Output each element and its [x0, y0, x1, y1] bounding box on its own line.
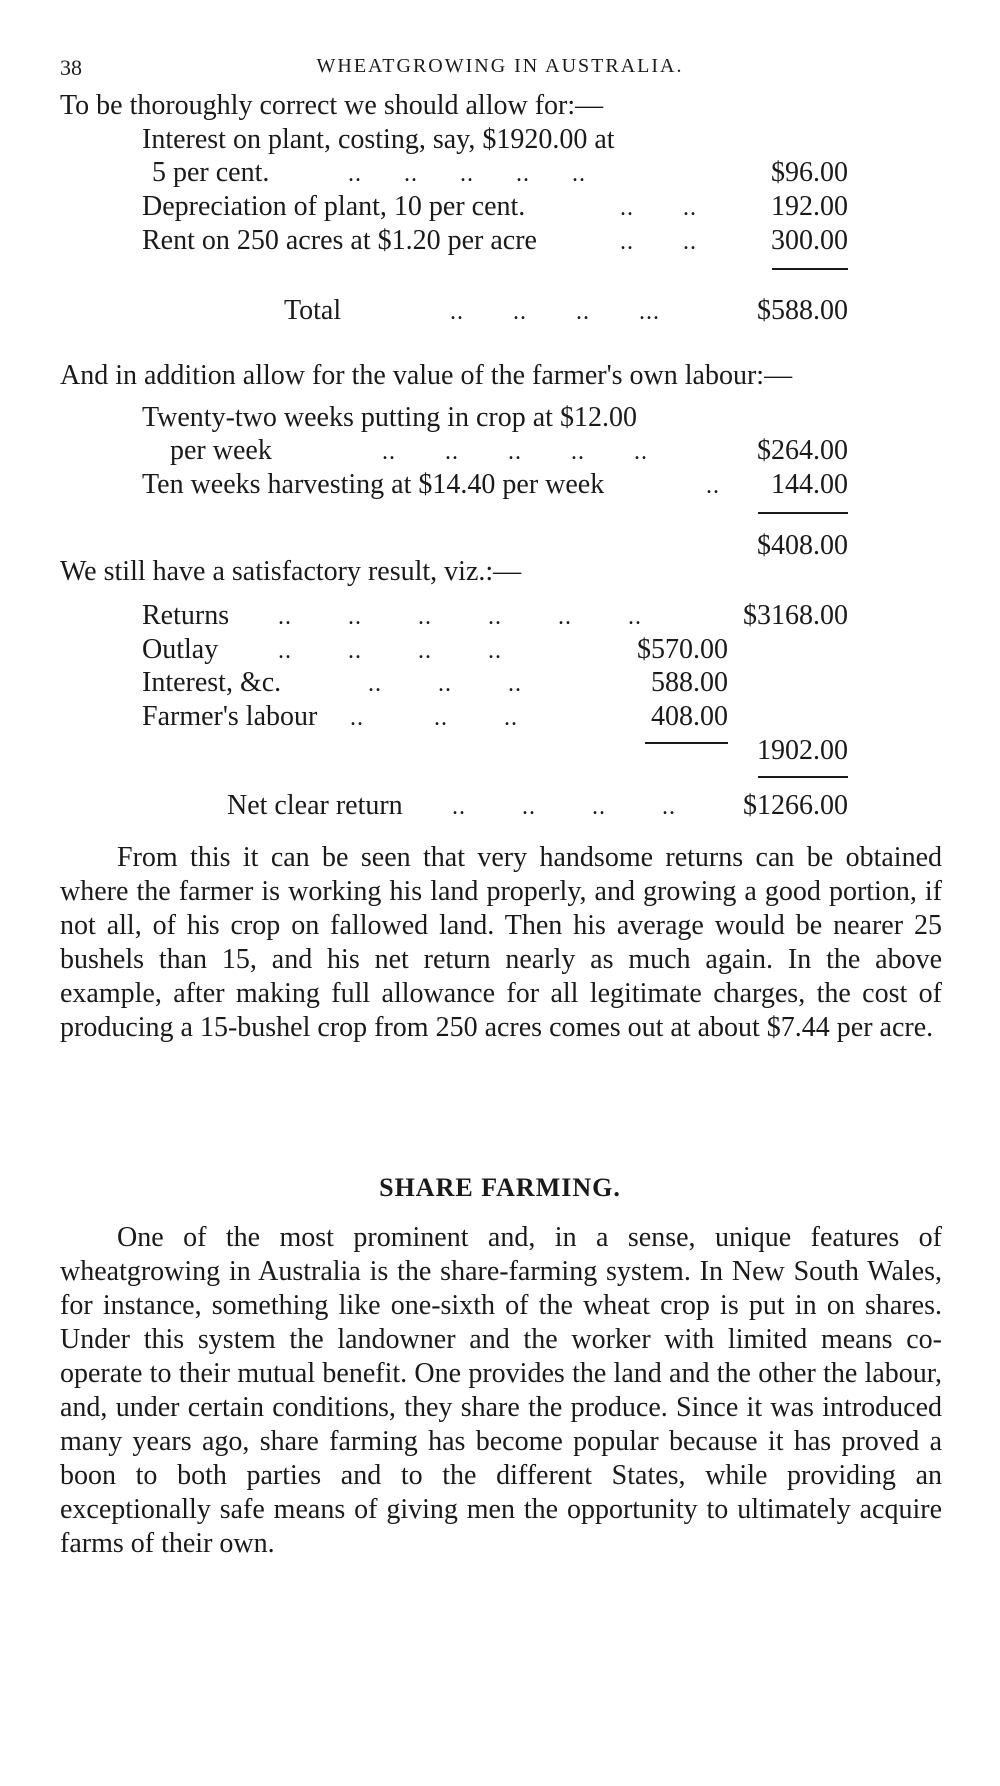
sum-rule — [758, 776, 848, 778]
section1-item1-line2: 5 per cent. — [152, 157, 270, 188]
leader-dots: .. .. .. — [350, 705, 518, 731]
running-title: WHEATGROWING IN AUSTRALIA. — [316, 55, 684, 77]
section3-interest-label: Interest, &c. — [142, 667, 282, 698]
section2-item2: Ten weeks harvesting at $14.40 per week — [142, 469, 605, 500]
section3-labour-label: Farmer's labour — [142, 701, 318, 732]
section3-labour-amount: 408.00 — [651, 701, 728, 732]
section1-total-label: Total — [284, 295, 342, 326]
section1-item1-line1: Interest on plant, costing, say, $1920.00 at — [142, 124, 615, 155]
section3-returns-label: Returns — [142, 600, 230, 631]
leader-dots: .. .. .. .. .. — [348, 161, 586, 187]
sum-rule — [645, 742, 728, 744]
section1-item3-amount: 300.00 — [771, 225, 848, 256]
section1-item3: Rent on 250 acres at $1.20 per acre — [142, 225, 537, 256]
section2-item2-amount: 144.00 — [771, 469, 848, 500]
leader-dots: .. .. — [620, 229, 697, 255]
section2-total-amount: $408.00 — [757, 530, 848, 561]
body-paragraph: From this it can be seen that very handsome returns can be obtained where the farmer is working his land properly, and growing a good portion, if not all, of his crop on fallowed land. Then his average would be nearer 25 bushels than 15, and his net return nearly as much again. In the above example, after making full allowance for all legitimate charges, the cost of producing a 15-bushel crop from 250 acres comes out at about $7.44 per acre. — [60, 842, 942, 1043]
section1-intro: To be thoroughly correct we should allow for:— — [60, 90, 604, 121]
body-paragraph: One of the most prominent and, in a sense, unique features of wheatgrowing in Australia is the share-farming system. In New South Wales, for instance, something like one-sixth of the wheat crop is put in on shares. Under this system the landowner and the worker with limited means co-operate to their mutual benefit. One provides the land and the other the labour, and, under certain conditions, they share the produce. Since it was introduced many years ago, share farming has become popular because it has proved a boon to both parties and to the different States, while providing an exceptionally safe means of giving men the opportunity to ultimately acquire farms of their own. — [60, 1222, 942, 1559]
leader-dots: .. .. .. ... — [450, 299, 660, 325]
leader-dots: .. .. .. .. — [452, 794, 676, 820]
section3-net-amount: $1266.00 — [743, 790, 848, 821]
page-number: 38 — [60, 55, 82, 80]
section3-intro: We still have a satisfactory result, viz.:— — [60, 556, 522, 587]
leader-dots: .. .. .. .. .. .. — [278, 604, 642, 630]
section2-item1-line1: Twenty-two weeks putting in crop at $12.00 — [142, 402, 637, 433]
section3-outlay-amount: $570.00 — [637, 634, 728, 665]
section1-item2: Depreciation of plant, 10 per cent. — [142, 191, 526, 222]
section1-total-amount: $588.00 — [757, 295, 848, 326]
section-heading: SHARE FARMING. — [379, 1173, 621, 1202]
leader-dots: .. .. .. .. — [278, 638, 502, 664]
sum-rule — [758, 512, 848, 514]
section3-interest-amount: 588.00 — [651, 667, 728, 698]
section3-outlay-label: Outlay — [142, 634, 219, 665]
section2-item1-line2: per week — [170, 435, 272, 466]
section1-item2-amount: 192.00 — [771, 191, 848, 222]
section3-returns-amount: $3168.00 — [743, 600, 848, 631]
section3-net-label: Net clear return — [227, 790, 403, 821]
section2-item1-amount: $264.00 — [757, 435, 848, 466]
leader-dots: .. — [706, 473, 720, 499]
leader-dots: .. .. .. — [368, 671, 522, 697]
leader-dots: .. .. — [620, 195, 697, 221]
section3-subtotal-amount: 1902.00 — [757, 735, 848, 766]
leader-dots: .. .. .. .. .. — [382, 439, 648, 465]
section1-item1-amount: $96.00 — [771, 157, 848, 188]
sum-rule — [772, 268, 848, 270]
section2-intro: And in addition allow for the value of the farmer's own labour:— — [60, 360, 793, 391]
